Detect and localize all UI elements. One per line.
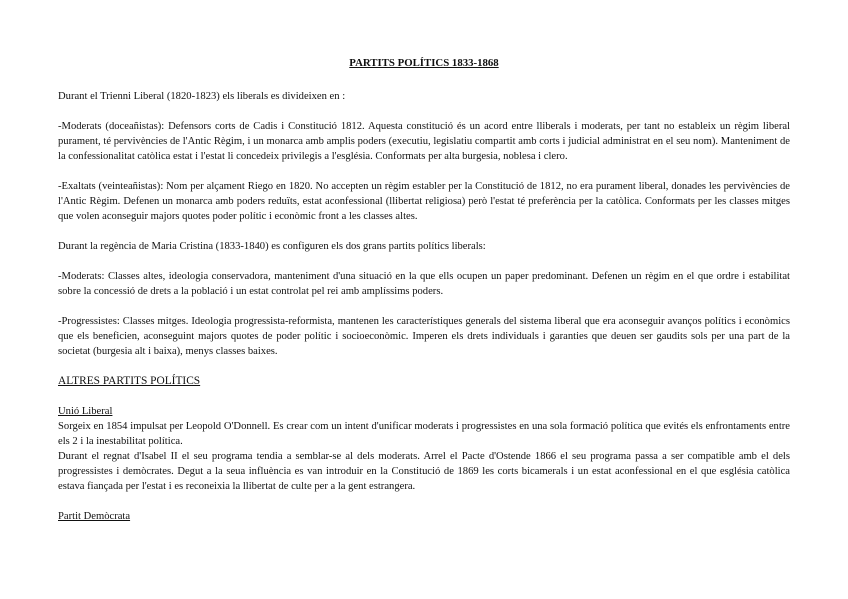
altres-partits-heading: ALTRES PARTITS POLÍTICS xyxy=(58,375,201,387)
document-page xyxy=(58,56,790,524)
regencia-paragraph: Durant la regència de Maria Cristina (1833-1840) es configuren els dos grans partits polítics liberals: xyxy=(58,241,486,252)
intro-paragraph: Durant el Trienni Liberal (1820-1823) els liberals es divideixen en : xyxy=(58,91,346,102)
unio-liberal-paragraph-1: Sorgeix en 1854 impulsat per Leopold O'Donnell. Es crear com un intent d'unificar moderats i progressistes en una sola formació política que evités els enfrontaments entre els 2 i la inestabilitat política. xyxy=(58,421,790,447)
partit-democrata-heading: Partit Demòcrata xyxy=(58,511,131,522)
unio-liberal-paragraph-2: Durant el regnat d'Isabel II el seu programa tendia a semblar-se al dels moderats. Arrel el Pacte d'Ostende 1866 el seu programa passa a ser compatible amb el dels progressistes i demòcrates. Degut a la seua influència es van introduir en la Constitució de 1869 les corts bicamerals i un estat aconfessional en el que església catòlica estava fiançada per l'estat i es reconeixia la llibertat de culte per a la gent estrangera. xyxy=(58,451,790,492)
document-title: PARTITS POLÍTICS 1833-1868 xyxy=(349,57,499,69)
progressistes-paragraph: -Progressistes: Classes mitges. Ideologia progressista-reformista, mantenen les característiques generals del sistema liberal que era aconseguir avanços polítics i econòmics que els beneficien, aconseguint majors quotes de poder polític i socioeconòmic. Imperen els drets individuals i garanties que deuen ser gaudits sols per una part de la societat (burgesia alt i baixa), menys classes baixes. xyxy=(58,316,790,357)
exaltats-paragraph: -Exaltats (veinteañistas): Nom per alçament Riego en 1820. No accepten un règim establer per la Constitució de 1812, no era purament liberal, donades les pervivències de l'Antic Règim. Defenen un monarca amb poders reduïts, estat aconfessional (llibertat religiosa) però l'estat té preferència per la catòlica. Conformats per les classes mitges que volen aconseguir majors quotes poder polític i econòmic front a les classes altes. xyxy=(58,181,790,222)
unio-liberal-heading: Unió Liberal xyxy=(58,406,113,417)
moderats-paragraph: -Moderats: Classes altes, ideologia conservadora, manteniment d'una situació en la que ells ocupen un paper predominant. Defenen un règim en el que ordre i estabilitat sobre la concessió de drets a la població i un estat controlat pel rei amb amplíssims poders. xyxy=(58,271,790,297)
moderats-doceanistas-paragraph: -Moderats (doceañistas): Defensors corts de Cadis i Constitució 1812. Aquesta constitució és un acord entre lliberals i moderats, per tant no estableix un règim liberal purament, té pervivències de l'Antic Règim, i un monarca amb amplis poders (executiu, legislatiu compartit amb corts i judicial administrat en el seu nom). Manteniment de la confessionalitat catòlica estat i l'estat li concedeix privilegis a l'església. Conformats per alta burgesia, noblesa i clero. xyxy=(58,121,790,162)
